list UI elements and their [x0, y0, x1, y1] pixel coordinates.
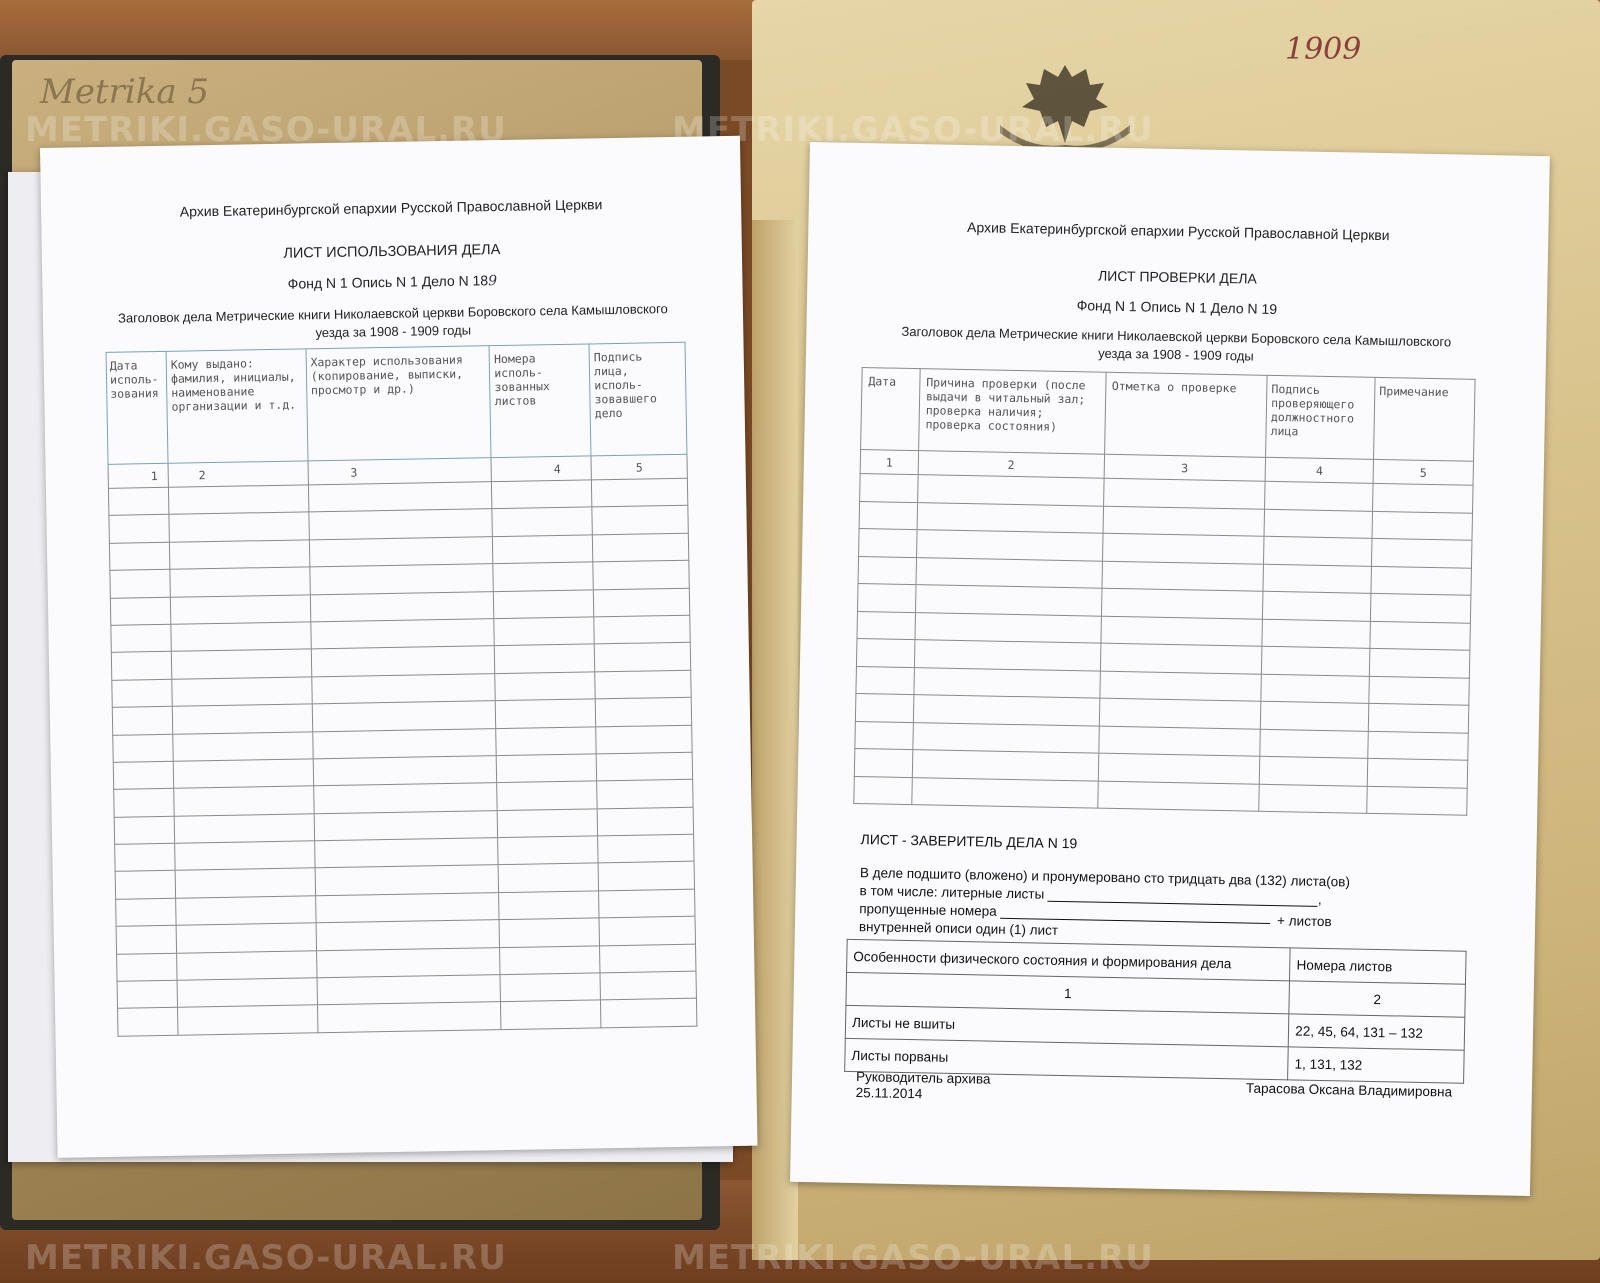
- col-number: 2: [1289, 981, 1465, 1017]
- empty-cell: [594, 615, 690, 644]
- certifier-line-total: В деле подшито (вложено) и пронумеровано сто тридцать два (132) листа(ов): [859, 865, 1351, 890]
- case-heading-line1: Заголовок дела Метрические книги Николаевской церкви Боровского села Камышловского: [901, 323, 1452, 350]
- empty-cell: [177, 1005, 317, 1035]
- empty-cell: [855, 693, 913, 722]
- empty-cell: [317, 1002, 501, 1033]
- watermark: METRIKI.GASO-URAL.RU: [25, 110, 507, 150]
- fond-line: Фонд N 1 Опись N 1 Дело N 189: [287, 272, 498, 292]
- empty-cell: [596, 725, 692, 754]
- watermark: METRIKI.GASO-URAL.RU: [25, 1238, 507, 1278]
- empty-cell: [114, 816, 174, 844]
- empty-cell: [315, 892, 499, 923]
- empty-cell: [498, 836, 598, 865]
- empty-cell: [109, 542, 169, 570]
- empty-cell: [856, 638, 914, 667]
- col-number: 3: [1104, 454, 1266, 481]
- col-header-mark: Отметка о проверке: [1104, 372, 1267, 457]
- empty-cell: [174, 786, 314, 816]
- empty-cell: [314, 810, 498, 841]
- empty-cell: [110, 569, 170, 597]
- empty-cell: [175, 868, 315, 898]
- empty-cell: [1265, 481, 1373, 511]
- empty-cell: [115, 843, 175, 871]
- empty-cell: [311, 646, 495, 677]
- col-header-date: Дата исполь- зования: [106, 351, 168, 464]
- empty-cell: [313, 783, 497, 814]
- empty-cell: [492, 480, 592, 509]
- empty-cell: [597, 807, 693, 836]
- empty-cell: [1370, 621, 1470, 650]
- empty-cell: [112, 679, 172, 707]
- empty-cell: [1370, 593, 1470, 622]
- check-sheet: [790, 142, 1550, 1196]
- col-number: 1: [860, 450, 918, 475]
- watermark: METRIKI.GASO-URAL.RU: [672, 110, 1154, 150]
- col-number: 2: [168, 461, 308, 487]
- empty-cell: [171, 649, 311, 679]
- empty-cell: [111, 624, 171, 652]
- physical-condition-table: [844, 939, 1466, 1084]
- signer-name: Тарасова Оксана Владимировна: [1245, 1080, 1453, 1100]
- empty-cell: [593, 560, 689, 589]
- empty-cell: [600, 944, 696, 973]
- empty-cell: [495, 672, 595, 701]
- empty-cell: [113, 761, 173, 789]
- empty-cell: [168, 485, 308, 515]
- empty-cell: [596, 752, 692, 781]
- empty-cell: [313, 756, 497, 787]
- col-number: 4: [491, 456, 591, 482]
- empty-cell: [916, 530, 1102, 561]
- empty-cell: [1264, 509, 1372, 539]
- empty-cell: [117, 980, 177, 1008]
- empty-cell: [1097, 781, 1259, 812]
- col-number: 5: [591, 454, 687, 480]
- handwritten-digit: 9: [488, 273, 498, 290]
- empty-cell: [501, 1000, 601, 1029]
- col-number: 1: [108, 463, 168, 488]
- empty-cell: [1369, 648, 1469, 677]
- col-number: 2: [918, 451, 1104, 479]
- empty-cell: [310, 591, 494, 622]
- case-heading-line2: уезда за 1908 - 1909 годы: [1098, 345, 1254, 364]
- empty-cell: [595, 697, 691, 726]
- empty-cell: [916, 557, 1102, 588]
- empty-cell: [498, 863, 598, 892]
- empty-cell: [595, 670, 691, 699]
- empty-cell: [496, 754, 596, 783]
- empty-cell: [308, 482, 492, 513]
- check-table: [853, 367, 1475, 816]
- empty-cell: [591, 478, 687, 507]
- col-header-note: Примечание: [1374, 377, 1476, 461]
- empty-cell: [856, 666, 914, 695]
- empty-cell: [912, 777, 1098, 808]
- empty-cell: [1101, 561, 1263, 592]
- empty-cell: [173, 759, 313, 789]
- empty-cell: [172, 704, 312, 734]
- col-number: 3: [308, 458, 492, 485]
- empty-cell: [112, 706, 172, 734]
- col-header-reason: Причина проверки (после выдачи в читальный зал; проверка наличия; проверка состояния): [919, 369, 1106, 455]
- empty-cell: [116, 925, 176, 953]
- empty-cell: [500, 945, 600, 974]
- empty-cell: [311, 619, 495, 650]
- empty-cell: [914, 667, 1100, 698]
- empty-cell: [176, 896, 316, 926]
- sheet-title: ЛИСТ ПРОВЕРКИ ДЕЛА: [1097, 267, 1258, 287]
- empty-cell: [858, 584, 916, 613]
- empty-cell: [495, 699, 595, 728]
- empty-cell: [177, 950, 317, 980]
- phys-row-label: Листы не вшиты: [845, 1005, 1289, 1047]
- empty-cell: [110, 597, 170, 625]
- phys-header-pages: Номера листов: [1290, 948, 1466, 984]
- certifier-title: ЛИСТ - ЗАВЕРИТЕЛЬ ДЕЛА N 19: [860, 831, 1078, 852]
- empty-cell: [116, 898, 176, 926]
- empty-cell: [113, 734, 173, 762]
- empty-cell: [1098, 726, 1260, 757]
- certifier-line-inventory: внутренней описи один (1) лист: [858, 919, 1059, 938]
- empty-cell: [860, 474, 918, 503]
- empty-cell: [1099, 698, 1261, 729]
- empty-cell: [109, 515, 169, 543]
- empty-cell: [316, 920, 500, 951]
- empty-cell: [1373, 483, 1473, 512]
- empty-cell: [174, 814, 314, 844]
- empty-cell: [912, 750, 1098, 781]
- fond-line: Фонд N 1 Опись N 1 Дело N 19: [1076, 297, 1278, 317]
- empty-cell: [913, 722, 1099, 753]
- empty-cell: [1259, 784, 1367, 814]
- col-header-sheet-numbers: Номера исполь- зованных листов: [489, 344, 591, 458]
- empty-cell: [1101, 588, 1263, 619]
- empty-cell: [1100, 643, 1262, 674]
- empty-cell: [597, 780, 693, 809]
- empty-cell: [593, 588, 689, 617]
- empty-cell: [915, 585, 1101, 616]
- empty-cell: [111, 652, 171, 680]
- empty-cell: [312, 728, 496, 759]
- empty-cell: [1259, 756, 1367, 786]
- watermark: METRIKI.GASO-URAL.RU: [672, 1238, 1154, 1278]
- empty-cell: [1103, 478, 1265, 509]
- phys-row-pages: 22, 45, 64, 131 – 132: [1288, 1014, 1464, 1050]
- empty-cell: [314, 838, 498, 869]
- empty-cell: [601, 999, 697, 1028]
- phys-header-condition: Особенности физического состояния и формирования дела: [847, 939, 1291, 981]
- empty-cell: [1263, 564, 1371, 594]
- empty-cell: [170, 594, 310, 624]
- empty-cell: [176, 923, 316, 953]
- empty-cell: [175, 841, 315, 871]
- empty-cell: [592, 506, 688, 535]
- empty-cell: [1102, 533, 1264, 564]
- case-heading-line2: уезда за 1908 - 1909 годы: [315, 322, 472, 341]
- col-header-signature: Подпись лица, исполь- зовавшего дело: [589, 342, 687, 456]
- empty-cell: [1264, 536, 1372, 566]
- empty-cell: [1098, 753, 1260, 784]
- empty-cell: [311, 673, 495, 704]
- empty-cell: [493, 535, 593, 564]
- empty-cell: [1367, 786, 1467, 815]
- empty-cell: [312, 701, 496, 732]
- empty-cell: [118, 1008, 178, 1036]
- empty-cell: [1260, 701, 1368, 731]
- empty-cell: [1099, 671, 1261, 702]
- empty-cell: [117, 953, 177, 981]
- empty-cell: [497, 781, 597, 810]
- empty-cell: [598, 862, 694, 891]
- empty-cell: [494, 589, 594, 618]
- empty-cell: [497, 809, 597, 838]
- empty-cell: [857, 611, 915, 640]
- empty-cell: [1261, 674, 1369, 704]
- empty-cell: [1371, 566, 1471, 595]
- empty-cell: [1262, 619, 1370, 649]
- certifier-plus-sheets: + листов: [1276, 913, 1332, 930]
- empty-cell: [316, 947, 500, 978]
- signer-role: Руководитель архива: [855, 1069, 991, 1087]
- archive-name: Архив Екатеринбургской епархии Русской Православной Церкви: [179, 196, 603, 220]
- empty-cell: [855, 721, 913, 750]
- empty-cell: [496, 726, 596, 755]
- certifier-line-letter-sheets: в том числе: литерные листы ,: [859, 883, 1322, 907]
- empty-cell: [317, 975, 501, 1006]
- empty-cell: [495, 644, 595, 673]
- empty-cell: [1263, 591, 1371, 621]
- empty-cell: [310, 564, 494, 595]
- sign-date: 25.11.2014: [855, 1085, 923, 1102]
- handwritten-year: 1909: [1285, 32, 1362, 67]
- empty-cell: [115, 871, 175, 899]
- empty-cell: [1100, 616, 1262, 647]
- empty-cell: [600, 971, 696, 1000]
- empty-cell: [917, 502, 1103, 533]
- empty-cell: [918, 475, 1104, 506]
- col-number: 5: [1373, 459, 1473, 485]
- empty-cell: [914, 640, 1100, 671]
- empty-cell: [598, 834, 694, 863]
- empty-cell: [114, 789, 174, 817]
- empty-cell: [594, 643, 690, 672]
- empty-cell: [1368, 731, 1468, 760]
- col-header-date: Дата: [861, 368, 920, 451]
- empty-cell: [108, 487, 168, 515]
- col-header-usage-type: Характер использования (копирование, выписки, просмотр и др.): [306, 346, 491, 461]
- empty-cell: [169, 512, 309, 542]
- empty-cell: [499, 891, 599, 920]
- empty-cell: [170, 567, 310, 597]
- empty-cell: [599, 916, 695, 945]
- empty-cell: [493, 562, 593, 591]
- certifier-line-missing-numbers: пропущенные номера: [859, 901, 1270, 924]
- empty-cell: [1368, 703, 1468, 732]
- sheet-title: ЛИСТ ИСПОЛЬЗОВАНИЯ ДЕЛА: [283, 241, 501, 262]
- empty-cell: [592, 533, 688, 562]
- empty-cell: [854, 776, 912, 805]
- empty-cell: [1103, 506, 1265, 537]
- empty-cell: [854, 748, 912, 777]
- empty-cell: [500, 973, 600, 1002]
- empty-cell: [315, 865, 499, 896]
- phys-row-label: Листы порваны: [845, 1038, 1289, 1080]
- empty-cell: [173, 731, 313, 761]
- empty-cell: [494, 617, 594, 646]
- empty-cell: [1372, 511, 1472, 540]
- empty-cell: [1372, 538, 1472, 567]
- empty-cell: [858, 556, 916, 585]
- empty-cell: [309, 509, 493, 540]
- empty-cell: [177, 978, 317, 1008]
- empty-cell: [309, 536, 493, 567]
- empty-cell: [492, 507, 592, 536]
- cover-handwriting: Metrika 5: [40, 72, 210, 112]
- archive-name: Архив Екатеринбургской епархии Русской Православной Церкви: [966, 219, 1390, 244]
- empty-cell: [171, 622, 311, 652]
- col-header-recipient: Кому выдано: фамилия, инициалы, наименование организации и т.д.: [166, 349, 308, 463]
- col-number: 4: [1265, 457, 1373, 483]
- col-number: 1: [846, 972, 1290, 1014]
- empty-cell: [1261, 646, 1369, 676]
- empty-cell: [599, 889, 695, 918]
- usage-table: [106, 342, 698, 1037]
- empty-cell: [499, 918, 599, 947]
- empty-cell: [1260, 729, 1368, 759]
- empty-cell: [913, 695, 1099, 726]
- case-heading-line1: Заголовок дела Метрические книги Николаевской церкви Боровского села Камышловского: [117, 301, 668, 326]
- col-header-signature: Подпись проверяющего должностного лица: [1266, 375, 1375, 459]
- empty-cell: [1369, 676, 1469, 705]
- phys-row-pages: 1, 131, 132: [1288, 1047, 1464, 1083]
- empty-cell: [915, 612, 1101, 643]
- empty-cell: [169, 540, 309, 570]
- empty-cell: [859, 501, 917, 530]
- empty-cell: [1367, 758, 1467, 787]
- usage-sheet: [40, 136, 758, 1158]
- empty-cell: [172, 677, 312, 707]
- empty-cell: [859, 529, 917, 558]
